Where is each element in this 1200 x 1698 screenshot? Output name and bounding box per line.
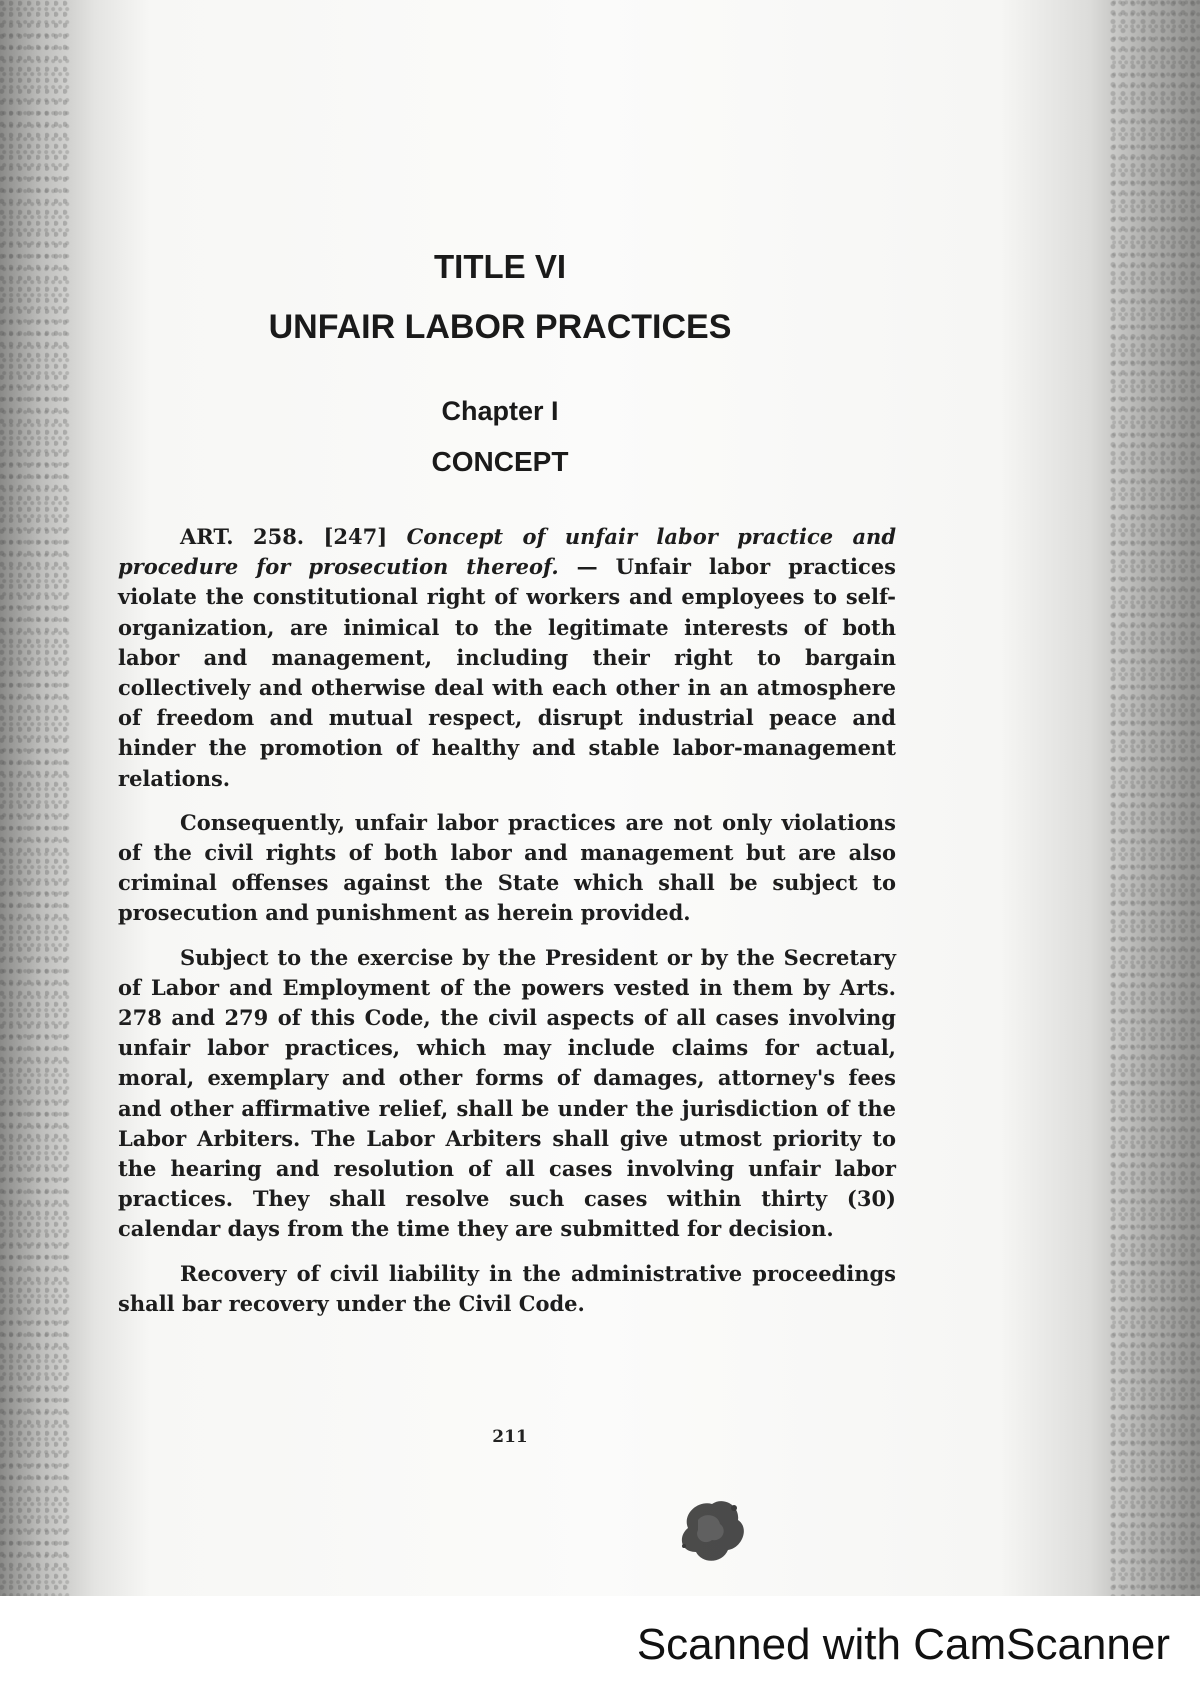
- scanner-watermark: Scanned with CamScanner: [636, 1620, 1170, 1669]
- chapter-number: Chapter I: [441, 396, 559, 426]
- article-intro-text: — Unfair labor practices violate the constitutional right of workers and employees to self-organization, are inimical to the legitimate interests of both labor and management, including their right to bargain collectively and otherwise deal with each other in an atmosphere of freedom and mutual respect, disrupt industrial peace and hinder the promotion of healthy and stable labor-management relations.: [118, 554, 896, 791]
- ink-blot: [668, 1490, 752, 1568]
- chapter-title: CONCEPT: [431, 446, 569, 477]
- article-body: [118, 522, 896, 1333]
- article-paragraph-1: [118, 522, 896, 794]
- title-number: TITLE VI: [434, 248, 566, 285]
- article-paragraph-4: Recovery of civil liability in the administrative proceedings shall bar recovery under the Civil Code.: [118, 1260, 896, 1316]
- right-edge-shadow: [1110, 0, 1200, 1596]
- article-paragraph-2: Consequently, unfair labor practices are not only violations of the civil rights of both labor and management but are also criminal offenses against the State which shall be subject to prosecution and punishment as herein provided.: [118, 809, 896, 926]
- page-number: 211: [492, 1427, 528, 1447]
- article-paragraph-3: Subject to the exercise by the President or by the Secretary of Labor and Employment of the powers vested in them by Arts. 278 and 279 of this Code, the civil aspects of all cases involving unfair labor practices, which may include claims for actual, moral, exemplary and other forms of damages, attorney's fees and other affirmative relief, shall be under the jurisdiction of the Labor Arbiters. The Labor Arbiters shall give utmost priority to the hearing and resolution of all cases involving unfair labor practices. They shall resolve such cases within thirty (30) calendar days from the time they are submitted for decision.: [118, 944, 896, 1242]
- left-edge-shadow: [0, 0, 70, 1596]
- article-label: ART. 258. [247]: [180, 524, 388, 549]
- title-heading: UNFAIR LABOR PRACTICES: [268, 308, 732, 346]
- article-caption: Concept of unfair labor practice and procedure for prosecution thereof.: [118, 524, 897, 580]
